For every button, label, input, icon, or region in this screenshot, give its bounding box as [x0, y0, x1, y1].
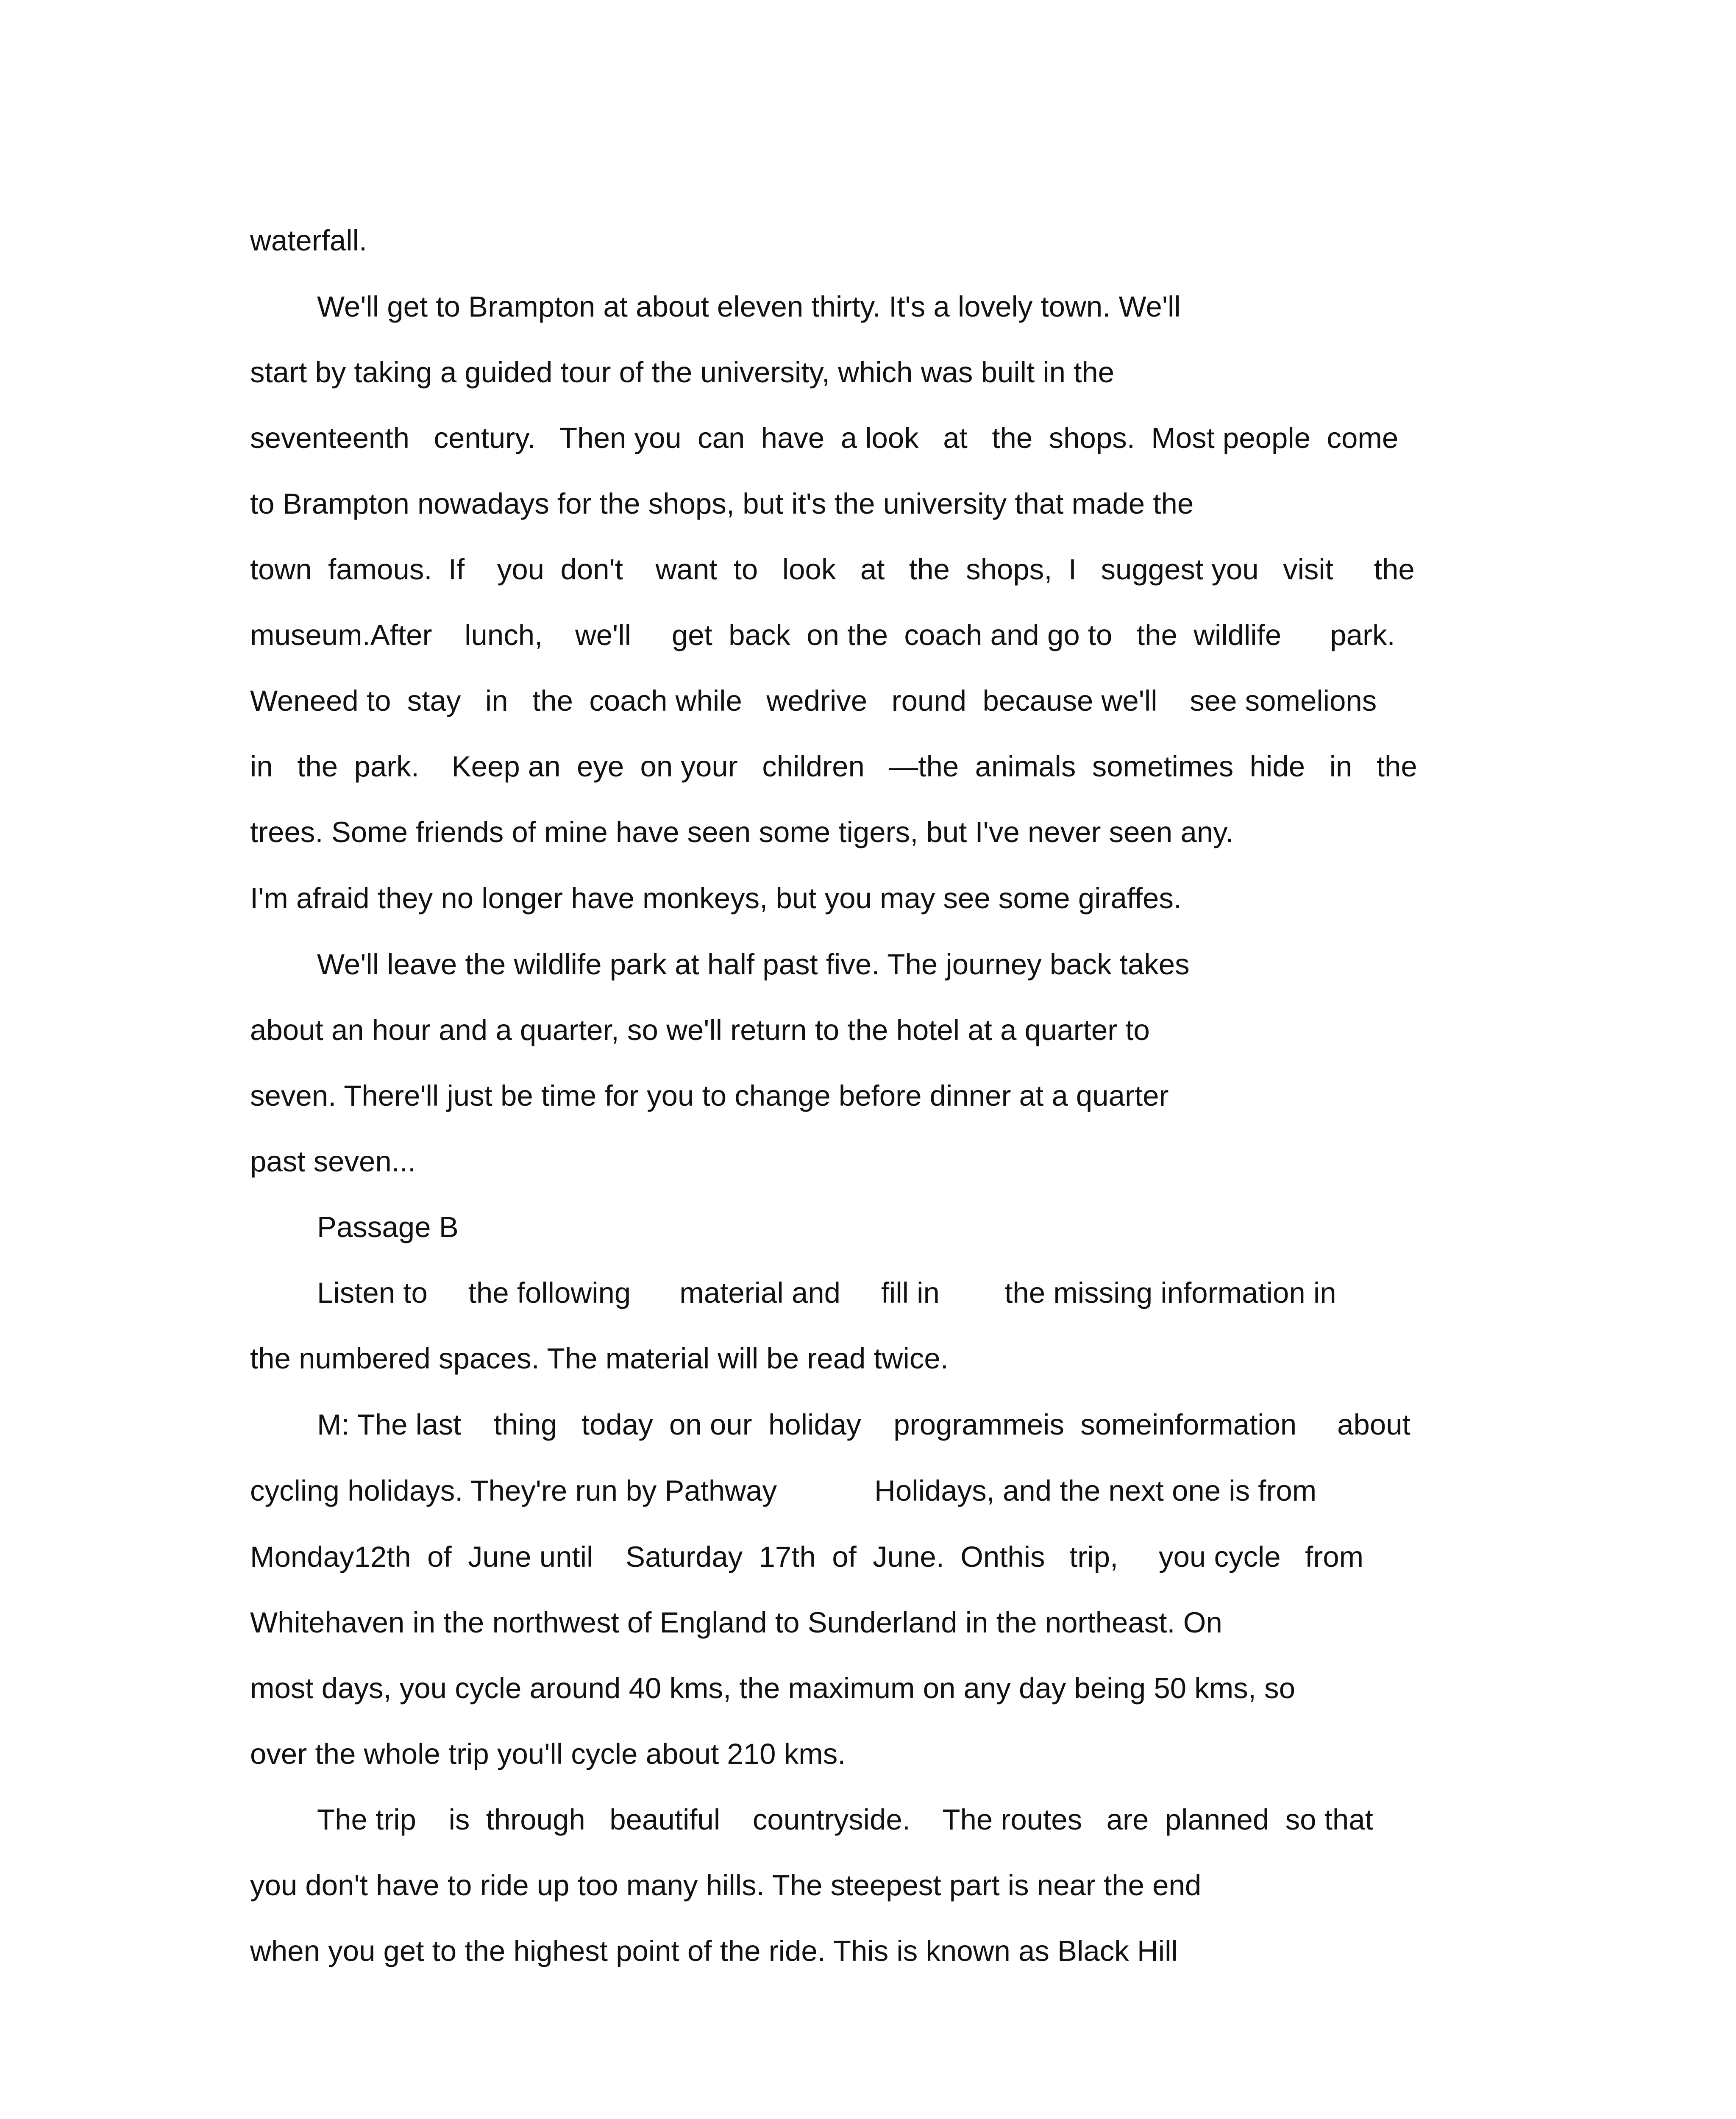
text-line: seventeenth century. Then you can have a look at the shops. Most people come [250, 422, 1399, 454]
text-line: Weneed to stay in the coach while wedrive round because we'll see somelions [250, 684, 1377, 717]
text-line: cycling holidays. They're run by Pathway Holidays, and the next one is from [250, 1474, 1317, 1507]
text-line: Listen to the following material and fill in the missing information in [317, 1276, 1336, 1309]
text-line: to Brampton nowadays for the shops, but it's the university that made the [250, 487, 1194, 520]
text-line: We'll leave the wildlife park at half past five. The journey back takes [317, 948, 1190, 981]
text-line: seven. There'll just be time for you to change before dinner at a quarter [250, 1079, 1169, 1112]
text-line: you don't have to ride up too many hills. The steepest part is near the end [250, 1869, 1202, 1902]
text-line: Monday12th of June until Saturday 17th of June. Onthis trip, you cycle from [250, 1541, 1364, 1573]
text-line: M: The last thing today on our holiday programmeis someinformation about [317, 1408, 1410, 1441]
text-line: over the whole trip you'll cycle about 210 kms. [250, 1738, 846, 1770]
text-line: museum.After lunch, we'll get back on the coach and go to the wildlife park. [250, 619, 1395, 651]
text-line: town famous. If you don't want to look at the shops, I suggest you visit the [250, 553, 1415, 586]
text-line: when you get to the highest point of the ride. This is known as Black Hill [250, 1935, 1178, 1967]
text-line: Whitehaven in the northwest of England to Sunderland in the northeast. On [250, 1606, 1222, 1639]
text-line: about an hour and a quarter, so we'll return to the hotel at a quarter to [250, 1014, 1150, 1046]
text-line: We'll get to Brampton at about eleven thirty. It's a lovely town. We'll [317, 290, 1181, 323]
text-line: past seven... [250, 1145, 416, 1178]
text-line: I'm afraid they no longer have monkeys, but you may see some giraffes. [250, 882, 1182, 915]
text-line: start by taking a guided tour of the university, which was built in the [250, 356, 1115, 389]
text-line: waterfall. [250, 224, 367, 257]
section-heading: Passage B [317, 1211, 459, 1243]
text-line: the numbered spaces. The material will be read twice. [250, 1342, 949, 1375]
text-line: in the park. Keep an eye on your children —the animals sometimes hide in the [250, 750, 1417, 783]
text-line: The trip is through beautiful countryside. The routes are planned so that [317, 1803, 1373, 1836]
text-line: most days, you cycle around 40 kms, the maximum on any day being 50 kms, so [250, 1672, 1295, 1705]
text-line: trees. Some friends of mine have seen some tigers, but I've never seen any. [250, 816, 1234, 848]
